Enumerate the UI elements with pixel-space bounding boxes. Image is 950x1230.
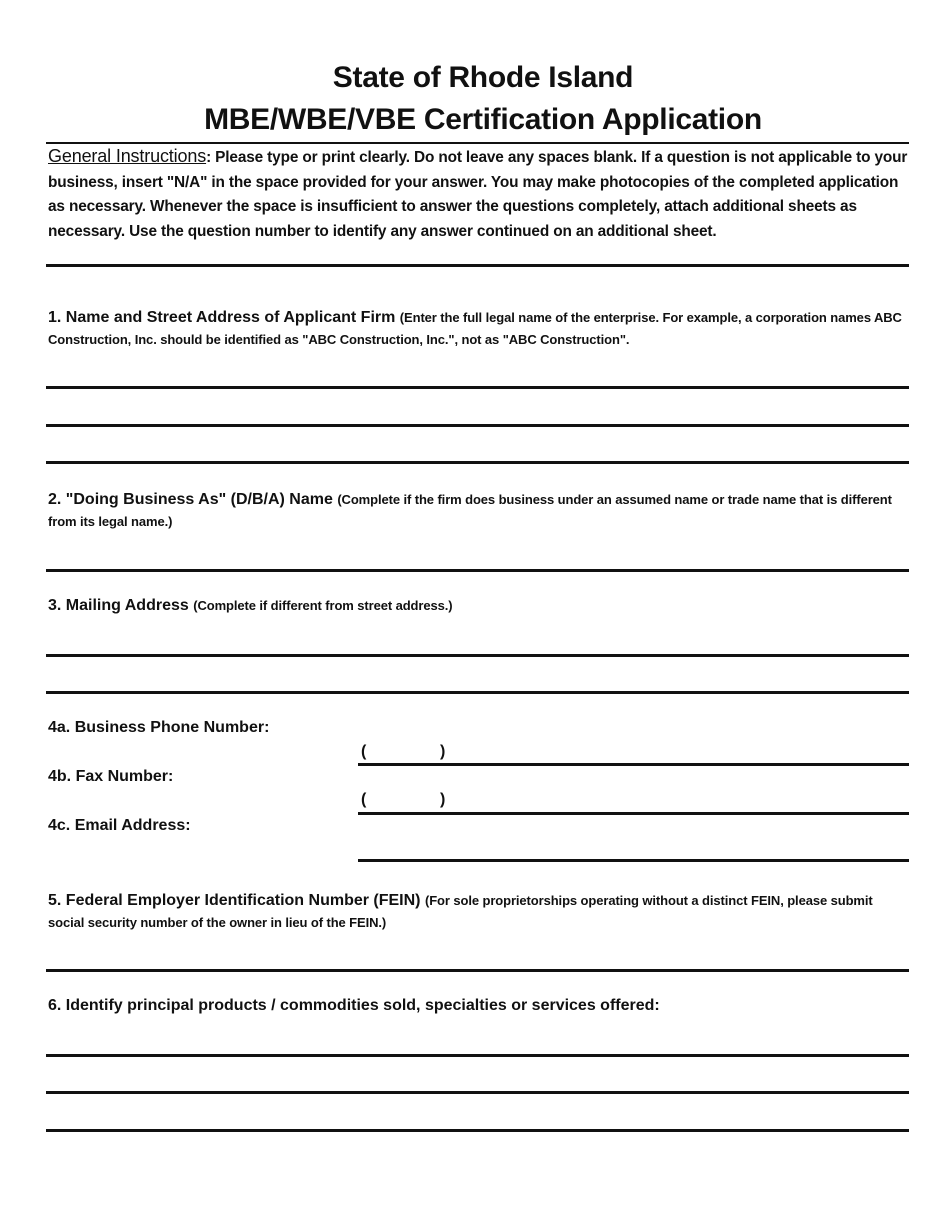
question-5-note: (For sole proprietorships operating without a distinct FEIN, please submit social security number of the owner in lieu of the FEIN.) bbox=[48, 893, 873, 930]
fax-number-field[interactable] bbox=[358, 812, 909, 815]
fax-area-open-paren: ( bbox=[361, 791, 367, 808]
question-3-label: 3. Mailing Address bbox=[48, 597, 189, 614]
question-6-label: 6. Identify principal products / commodities sold, specialties or services offered: bbox=[48, 997, 660, 1014]
question-4a-label: 4a. Business Phone Number: bbox=[48, 719, 270, 736]
question-4c-label: 4c. Email Address: bbox=[48, 817, 191, 834]
question-3-note: (Complete if different from street address.) bbox=[193, 598, 453, 613]
q2-answer-line[interactable] bbox=[46, 569, 909, 572]
instructions-bottom-rule bbox=[46, 264, 909, 267]
q3-answer-line-2[interactable] bbox=[46, 691, 909, 694]
fax-area-close-paren: ) bbox=[440, 791, 446, 808]
question-2 bbox=[48, 489, 910, 533]
phone-area-open-paren: ( bbox=[361, 743, 367, 760]
page-title: State of Rhode Island bbox=[332, 61, 634, 94]
q6-answer-line-3[interactable] bbox=[46, 1129, 909, 1132]
q5-answer-line[interactable] bbox=[46, 969, 909, 972]
instructions-heading: General Instructions bbox=[48, 146, 207, 166]
question-2-label: 2. "Doing Business As" (D/B/A) Name bbox=[48, 491, 333, 508]
q1-answer-line-3[interactable] bbox=[46, 461, 909, 464]
question-4b-label: 4b. Fax Number: bbox=[48, 768, 174, 785]
question-5 bbox=[48, 890, 910, 934]
question-1 bbox=[48, 307, 910, 351]
question-1-note: (Enter the full legal name of the enterprise. For example, a corporation names ABC Construction, Inc. should be identified as "ABC Construction, Inc.", not as "ABC Construction". bbox=[48, 310, 902, 347]
instructions-text: : Please type or print clearly. Do not leave any spaces blank. If a question is not applicable to your business, insert "N/A" in the space provided for your answer. You may make photocopies of the completed application as necessary. Whenever the space is insufficient to answer the questions completely, attach additional sheets as necessary. Use the question number to identify any answer continued on an additional sheet. bbox=[48, 149, 908, 240]
q3-answer-line-1[interactable] bbox=[46, 654, 909, 657]
page-subtitle: MBE/WBE/VBE Certification Application bbox=[204, 103, 762, 136]
q1-answer-line-1[interactable] bbox=[46, 386, 909, 389]
q1-answer-line-2[interactable] bbox=[46, 424, 909, 427]
question-1-label: 1. Name and Street Address of Applicant Firm bbox=[48, 309, 396, 326]
q6-answer-line-1[interactable] bbox=[46, 1054, 909, 1057]
question-3 bbox=[48, 595, 910, 617]
question-6 bbox=[48, 995, 910, 1017]
phone-area-close-paren: ) bbox=[440, 743, 446, 760]
question-5-label: 5. Federal Employer Identification Number (FEIN) bbox=[48, 892, 421, 909]
general-instructions bbox=[48, 144, 910, 244]
q6-answer-line-2[interactable] bbox=[46, 1091, 909, 1094]
business-phone-field[interactable] bbox=[358, 763, 909, 766]
email-address-field[interactable] bbox=[358, 859, 909, 862]
question-2-note: (Complete if the firm does business under an assumed name or trade name that is different from its legal name.) bbox=[48, 492, 892, 529]
